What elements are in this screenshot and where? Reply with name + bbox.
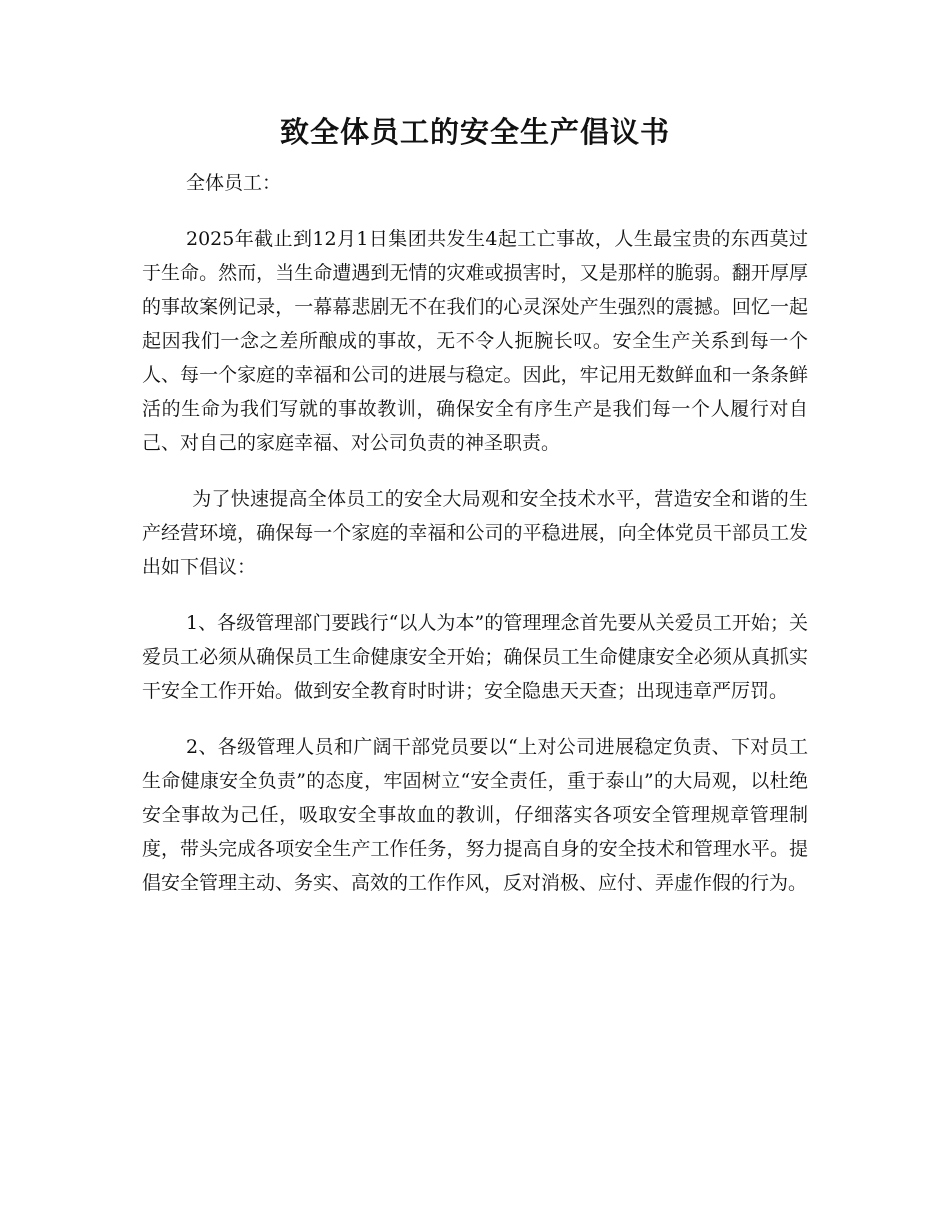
paragraph-item-2: 2、各级管理人员和广阔干部党员要以“上对公司进展稳定负责、下对员工生命健康安全负责”的态度，牢固树立“安全责任，重于泰山”的大局观，以杜绝安全事故为己任，吸取安全事故血的教训，仔细落实各项安全管理规章管理制度，带头完成各项安全生产工作任务，努力提高自身的安全技术和管理水平。提倡安全管理主动、务实、高效的工作作风，反对消极、应付、弄虚作假的行为。 xyxy=(142,736,808,894)
salutation: 全体员工： xyxy=(186,172,282,194)
paragraph-item-1: 1、各级管理部门要践行“以人为本”的管理理念首先要从关爱员工开始；关爱员工必须从确保员工生命健康安全开始；确保员工生命健康安全必须从真抓实干安全工作开始。做到安全教育时时讲；安全隐患天天查；出现违章严厉罚。 xyxy=(142,612,808,702)
document-title: 致全体员工的安全生产倡议书 xyxy=(279,115,670,149)
paragraph-initiative-intro: 为了快速提高全体员工的安全大局观和安全技术水平，营造安全和谐的生产经营环境，确保每一个家庭的幸福和公司的平稳进展，向全体党员干部员工发出如下倡议： xyxy=(142,488,808,578)
paragraph-accident-summary: 2025年截止到12月1日集团共发生4起工亡事故，人生最宝贵的东西莫过于生命。然而，当生命遭遇到无情的灾难或损害时，又是那样的脆弱。翻开厚厚的事故案例记录，一幕幕悲剧无不在我们的心灵深处产生强烈的震撼。回忆一起起因我们一念之差所酿成的事故，无不令人扼腕长叹。安全生产关系到每一个人、每一个家庭的幸福和公司的进展与稳定。因此，牢记用无数鲜血和一条条鲜活的生命为我们写就的事故教训，确保安全有序生产是我们每一个人履行对自己、对自己的家庭幸福、对公司负责的神圣职责。 xyxy=(142,228,808,454)
document-body xyxy=(142,166,808,922)
